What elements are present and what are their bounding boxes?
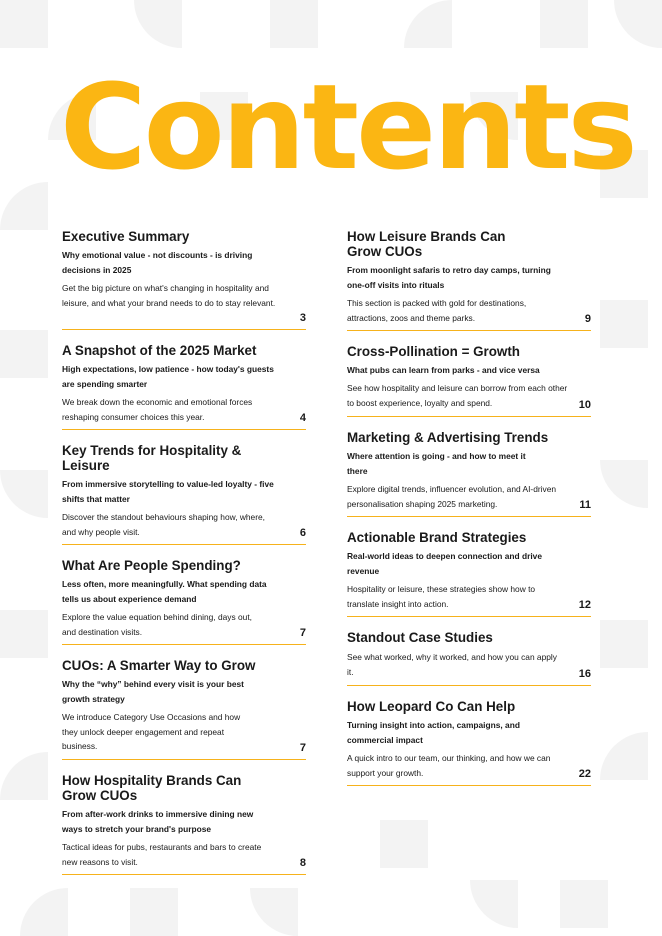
- toc-heading: Key Trends for Hospitality & Leisure: [62, 443, 242, 473]
- toc-heading: Executive Summary: [62, 229, 190, 244]
- toc-heading: Cross-Pollination = Growth: [347, 344, 520, 359]
- toc-entry[interactable]: [62, 229, 306, 330]
- toc-entry[interactable]: [347, 430, 591, 517]
- toc-description: Explore digital trends, influencer evolution, and AI-driven personalisation shaping 2025 marketing.: [347, 484, 557, 509]
- toc-heading: How Leisure Brands Can Grow CUOs: [347, 229, 506, 259]
- toc-entry[interactable]: [347, 229, 591, 331]
- toc-page-number[interactable]: 11: [579, 499, 591, 511]
- toc-page-number[interactable]: 16: [578, 668, 591, 680]
- toc-page-number[interactable]: 22: [578, 768, 591, 780]
- toc-entry[interactable]: [347, 344, 591, 417]
- toc-page-number[interactable]: 6: [299, 527, 306, 539]
- toc-heading: Standout Case Studies: [347, 630, 493, 645]
- toc-subheading: From after-work drinks to immersive dining new ways to stretch your brand's purpose: [62, 809, 254, 834]
- toc-description: Hospitality or leisure, these strategies show how to translate insight into action.: [347, 584, 536, 609]
- toc-subheading: What pubs can learn from parks - and vice versa: [347, 365, 540, 375]
- toc-entry[interactable]: [62, 558, 306, 645]
- toc-subheading: Where attention is going - and how to meet it there: [347, 451, 526, 476]
- toc-subheading: Less often, more meaningfully. What spending data tells us about experience demand: [62, 579, 267, 604]
- toc-entry[interactable]: [347, 630, 591, 686]
- toc-description: Explore the value equation behind dining, days out, and destination visits.: [62, 612, 252, 637]
- toc-description: Tactical ideas for pubs, restaurants and bars to create new reasons to visit.: [62, 842, 262, 867]
- toc-heading: How Hospitality Brands Can Grow CUOs: [62, 773, 242, 803]
- toc-description: Discover the standout behaviours shaping how, where, and why people visit.: [62, 512, 265, 537]
- toc-entry[interactable]: [347, 699, 591, 786]
- toc-page-number[interactable]: 10: [578, 399, 591, 411]
- toc-entry[interactable]: [347, 530, 591, 617]
- toc-entry[interactable]: [62, 343, 306, 430]
- toc-description: A quick intro to our team, our thinking, and how we can support your growth.: [347, 753, 551, 778]
- toc-page-number[interactable]: 7: [299, 627, 306, 639]
- page-title: Contents: [60, 58, 635, 196]
- toc-description: See what worked, why it worked, and how you can apply it.: [347, 652, 557, 677]
- toc-heading: What Are People Spending?: [62, 558, 241, 573]
- toc-subheading: High expectations, low patience - how today's guests are spending smarter: [62, 364, 274, 389]
- toc-subheading: Why emotional value - not discounts - is driving decisions in 2025: [62, 250, 253, 275]
- toc-heading: Actionable Brand Strategies: [347, 530, 527, 545]
- toc-description: We introduce Category Use Occasions and how they unlock deeper engagement and repeat business.: [62, 712, 241, 751]
- toc-subheading: Real-world ideas to deepen connection and drive revenue: [347, 551, 542, 576]
- toc-page-number[interactable]: 4: [299, 412, 306, 424]
- toc-entry[interactable]: [62, 443, 306, 545]
- toc-entry[interactable]: [62, 773, 306, 875]
- toc-heading: CUOs: A Smarter Way to Grow: [62, 658, 256, 673]
- toc-description: See how hospitality and leisure can borrow from each other to boost experience, loyalty and spend.: [347, 383, 568, 408]
- toc-subheading: From moonlight safaris to retro day camps, turning one-off visits into rituals: [347, 265, 551, 290]
- toc-left-column: [62, 229, 306, 875]
- toc-heading: How Leopard Co Can Help: [347, 699, 516, 714]
- toc-page-number[interactable]: 9: [584, 313, 591, 325]
- toc-right-column: [347, 229, 591, 786]
- toc-page-number[interactable]: 8: [299, 857, 306, 869]
- toc-heading: Marketing & Advertising Trends: [347, 430, 549, 445]
- toc-subheading: Turning insight into action, campaigns, and commercial impact: [347, 720, 520, 745]
- toc-heading: A Snapshot of the 2025 Market: [62, 343, 257, 358]
- toc-description: We break down the economic and emotional forces reshaping consumer choices this year.: [62, 397, 253, 422]
- toc-entry[interactable]: [62, 658, 306, 760]
- toc-description: Get the big picture on what's changing in hospitality and leisure, and what your brand needs to do to stay relevant.: [62, 283, 276, 308]
- toc-page-number[interactable]: 12: [578, 599, 591, 611]
- toc-page-number[interactable]: 3: [299, 312, 306, 324]
- toc-description: This section is packed with gold for destinations, attractions, zoos and theme parks.: [347, 298, 527, 323]
- toc-page-number[interactable]: 7: [299, 742, 306, 754]
- toc-subheading: From immersive storytelling to value-led loyalty - five shifts that matter: [62, 479, 274, 504]
- toc-subheading: Why the “why” behind every visit is your best growth strategy: [62, 679, 244, 704]
